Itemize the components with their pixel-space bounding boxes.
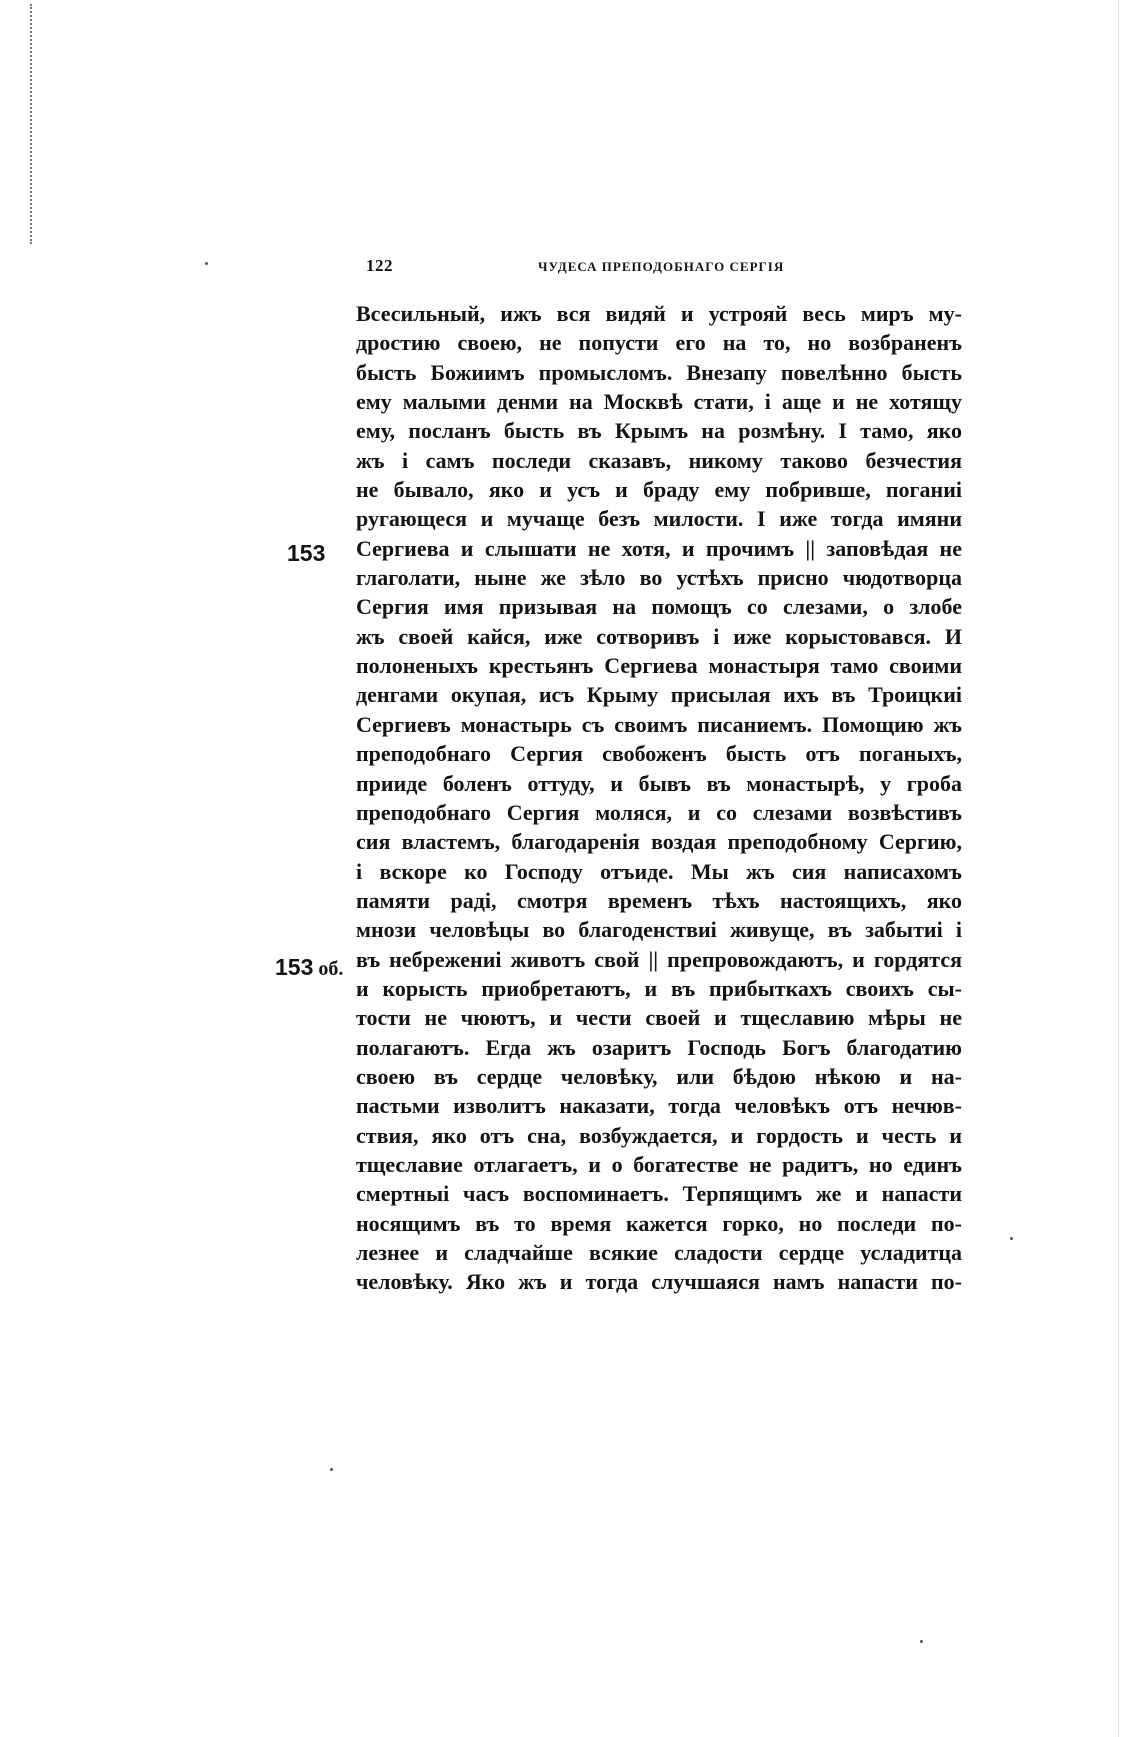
margin-folio-suffix: об. [313,958,344,980]
text-line: носящимъ въ то время кажется горко, но последи по- [356,1210,962,1236]
text-line: Сергиева и слышати не хотя, и прочимъ || заповѣдая не [356,535,962,561]
text-line: полагаютъ. Егда жъ озаритъ Господь Богъ благодатию [356,1034,962,1060]
running-title: ЧУДЕСА ПРЕПОДОБНАГО СЕРГІЯ [538,259,785,274]
scan-edge-line [1118,0,1119,1737]
margin-folio-note [275,954,343,981]
text-line: ругающеся и мучаще безъ милости. І иже тогда имяни [356,506,962,532]
body-text [356,299,962,1297]
text-line: и корысть приобретаютъ, и въ прибыткахъ своихъ сы- [356,975,962,1001]
text-line: денгами окупая, исъ Крыму присылая ихъ въ Троицкиі [356,682,962,708]
scan-speck [920,1640,923,1643]
text-line: не бывало, яко и усъ и браду ему побривше, поганиі [356,477,962,503]
text-line: дростию своею, не попусти его на то, но возбраненъ [356,330,962,356]
text-line: мнози человѣцы во благоденствиі живуще, въ забытиі і [356,917,962,943]
margin-folio-note [287,540,325,567]
text-line: прииде боленъ оттуду, и бывъ въ монастырѣ, у гроба [356,770,962,796]
text-line: жъ і самъ последи сказавъ, никому таково безчестия [356,447,962,473]
text-line: смертныі часъ воспоминаетъ. Терпящимъ же и напасти [356,1181,962,1207]
margin-folio-number: 153 [275,954,314,980]
text-line: лезнее и сладчайше всякие сладости сердце усладитца [356,1240,962,1265]
text-line: преподобнаго Сергия моляся, и со слезами возвѣстивъ [356,799,962,825]
text-line: Сергия имя призывая на помощъ со слезами, о злобе [356,594,962,620]
text-line: бысть Божиимъ промысломъ. Внезапу повелѣнно бысть [356,359,962,385]
scan-speck [1010,1237,1013,1240]
text-line: преподобнаго Сергия свобоженъ бысть отъ поганыхъ, [356,741,962,767]
scan-speck [205,262,208,265]
text-line: ствия, яко отъ сна, возбуждается, и гордость и честь и [356,1122,962,1148]
text-line: сия властемъ, благодаренія воздая преподобному Сергию, [356,829,962,855]
text-line: человѣку. Яко жъ и тогда случшаяся намъ напасти по- [356,1269,962,1295]
margin-folio-number: 153 [287,540,326,566]
text-line: своею въ сердце человѣку, или бѣдою нѣкою и на- [356,1063,962,1089]
scan-edge-dots [30,4,38,244]
text-line: і вскоре ко Господу отъиде. Мы жъ сия написахомъ [356,858,962,884]
text-line: полоненыхъ крестьянъ Сергиева монастыря тамо своими [356,653,962,679]
text-line: ему, посланъ бысть въ Крымъ на розмѣну. І тамо, яко [356,418,962,444]
text-line: въ небрежениі животъ свой || препровождаютъ, и гордятся [356,946,962,972]
scan-speck [330,1468,333,1471]
page-number: 122 [366,256,393,275]
text-line: ему малыми денми на Москвѣ стати, і аще и не хотящу [356,389,962,415]
text-line: глаголати, ныне же зѣло во устѣхъ присно чюдотворца [356,565,962,591]
text-line: памяти радi, смотря временъ тѣхъ настоящихъ, яко [356,887,962,913]
text-line: Сергиевъ монастырь съ своимъ писаниемъ. Помощию жъ [356,711,962,737]
text-line: жъ своей кайся, иже сотворивъ і иже корыстовався. И [356,623,962,649]
text-line: тости не чюютъ, и чести своей и тщеславию мѣры не [356,1005,962,1031]
text-line: пастьми изволитъ наказати, тогда человѣкъ отъ нечюв- [356,1093,962,1119]
text-line: Всесильный, ижъ вся видяй и устрояй весь миръ му- [356,301,962,326]
text-line: тщеславие отлагаетъ, и о богатестве не радитъ, но единъ [356,1151,962,1177]
